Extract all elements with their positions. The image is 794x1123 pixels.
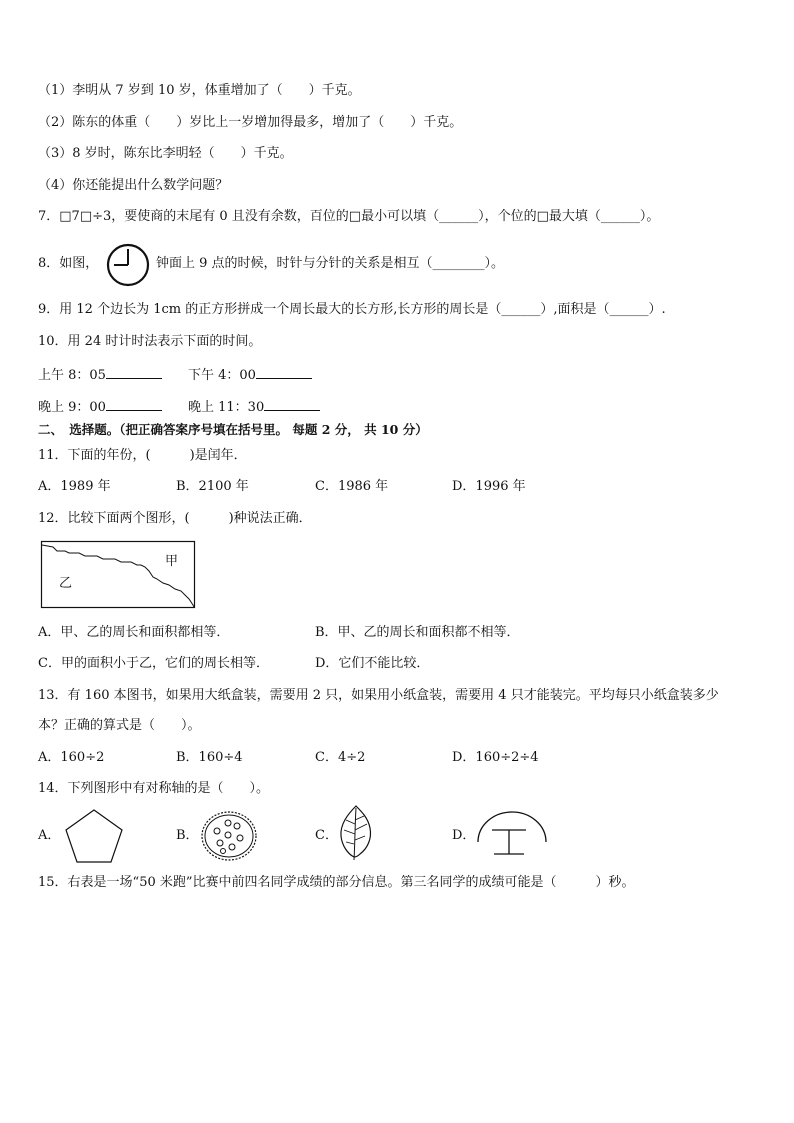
question-14: 14．下列图形中有对称轴的是（ ）。 bbox=[38, 781, 270, 796]
q11-option-d: D．1996 年 bbox=[452, 479, 526, 494]
q12-label-yi: 乙 bbox=[59, 576, 73, 591]
question-8-prefix: 8．如图， bbox=[38, 256, 99, 271]
cookie-icon bbox=[200, 810, 258, 862]
question-12: 12．比较下面两个图形，( )种说法正确． bbox=[38, 511, 312, 526]
q13-option-d: D．160÷2÷4 bbox=[452, 750, 539, 765]
time-afternoon-4-00: 下午 4：00 bbox=[188, 368, 256, 383]
question-6-1: （1）李明从 7 岁到 10 岁，体重增加了（ ）千克。 bbox=[38, 83, 361, 98]
q14-option-b: B． bbox=[176, 828, 199, 843]
question-9: 9．用 12 个边长为 1cm 的正方形拼成一个周长最大的长方形,长方形的周长是（______）,面积是（______）. bbox=[38, 302, 666, 317]
leaf-icon bbox=[338, 804, 374, 862]
q14-option-a: A． bbox=[38, 828, 61, 843]
q14-option-d: D． bbox=[452, 828, 476, 843]
q11-option-a: A．1989 年 bbox=[38, 479, 111, 494]
question-11: 11．下面的年份，( )是闰年． bbox=[38, 448, 247, 463]
q11-option-c: C．1986 年 bbox=[315, 479, 389, 494]
q12-option-a: A．甲、乙的周长和面积都相等． bbox=[38, 625, 230, 640]
question-10: 10．用 24 时计时法表示下面的时间。 bbox=[38, 334, 262, 349]
answer-blank bbox=[256, 364, 312, 379]
q11-option-b: B．2100 年 bbox=[176, 479, 249, 494]
question-8-text: 钟面上 9 点的时候，时针与分针的关系是相互（________）。 bbox=[156, 256, 505, 271]
section-2-heading: 二、 选择题。（把正确答案序号填在括号里。 每题 2 分， 共 10 分） bbox=[38, 422, 428, 437]
answer-blank bbox=[106, 396, 162, 411]
time-morning-8-05: 上午 8：05 bbox=[38, 368, 106, 383]
question-13-line-1: 13．有 160 本图书，如果用大纸盒装，需要用 2 只，如果用小纸盒装，需要用 4 只才能装完。平均每只小纸盒装多少 bbox=[38, 688, 719, 703]
q12-option-b: B．甲、乙的周长和面积都不相等． bbox=[315, 625, 520, 640]
question-6-3: （3）8 岁时，陈东比李明轻（ ）千克。 bbox=[38, 146, 293, 161]
answer-blank bbox=[106, 364, 162, 379]
clock-icon bbox=[104, 243, 152, 287]
time-evening-9-00: 晚上 9：00 bbox=[38, 400, 106, 415]
q12-option-c: C．甲的面积小于乙，它们的周长相等． bbox=[38, 656, 269, 671]
q12-option-d: D．它们不能比较． bbox=[315, 656, 430, 671]
q13-option-b: B．160÷4 bbox=[176, 750, 243, 765]
q12-label-jia: 甲 bbox=[165, 554, 179, 569]
question-6-4: （4）你还能提出什么数学问题？ bbox=[38, 178, 229, 193]
q14-option-c: C． bbox=[315, 828, 338, 843]
pentagon-icon bbox=[64, 808, 124, 864]
time-evening-11-30: 晚上 11：30 bbox=[188, 400, 265, 415]
q13-option-c: C．4÷2 bbox=[315, 750, 366, 765]
question-15: 15．右表是一场“50 米跑”比赛中前四名同学成绩的部分信息。第三名同学的成绩可能是（ ）秒。 bbox=[38, 875, 635, 890]
question-13-line-2: 本？正确的算式是（ ）。 bbox=[38, 718, 201, 733]
answer-blank bbox=[264, 396, 320, 411]
question-7: 7．□7□÷3，要使商的末尾有 0 且没有余数，百位的□最小可以填（______），个位的□最大填（______）。 bbox=[38, 209, 660, 224]
q13-option-a: A．160÷2 bbox=[38, 750, 105, 765]
question-6-2: （2）陈东的体重（ ）岁比上一岁增加得最多，增加了（ ）千克。 bbox=[38, 115, 463, 130]
arch-icon bbox=[474, 808, 550, 864]
